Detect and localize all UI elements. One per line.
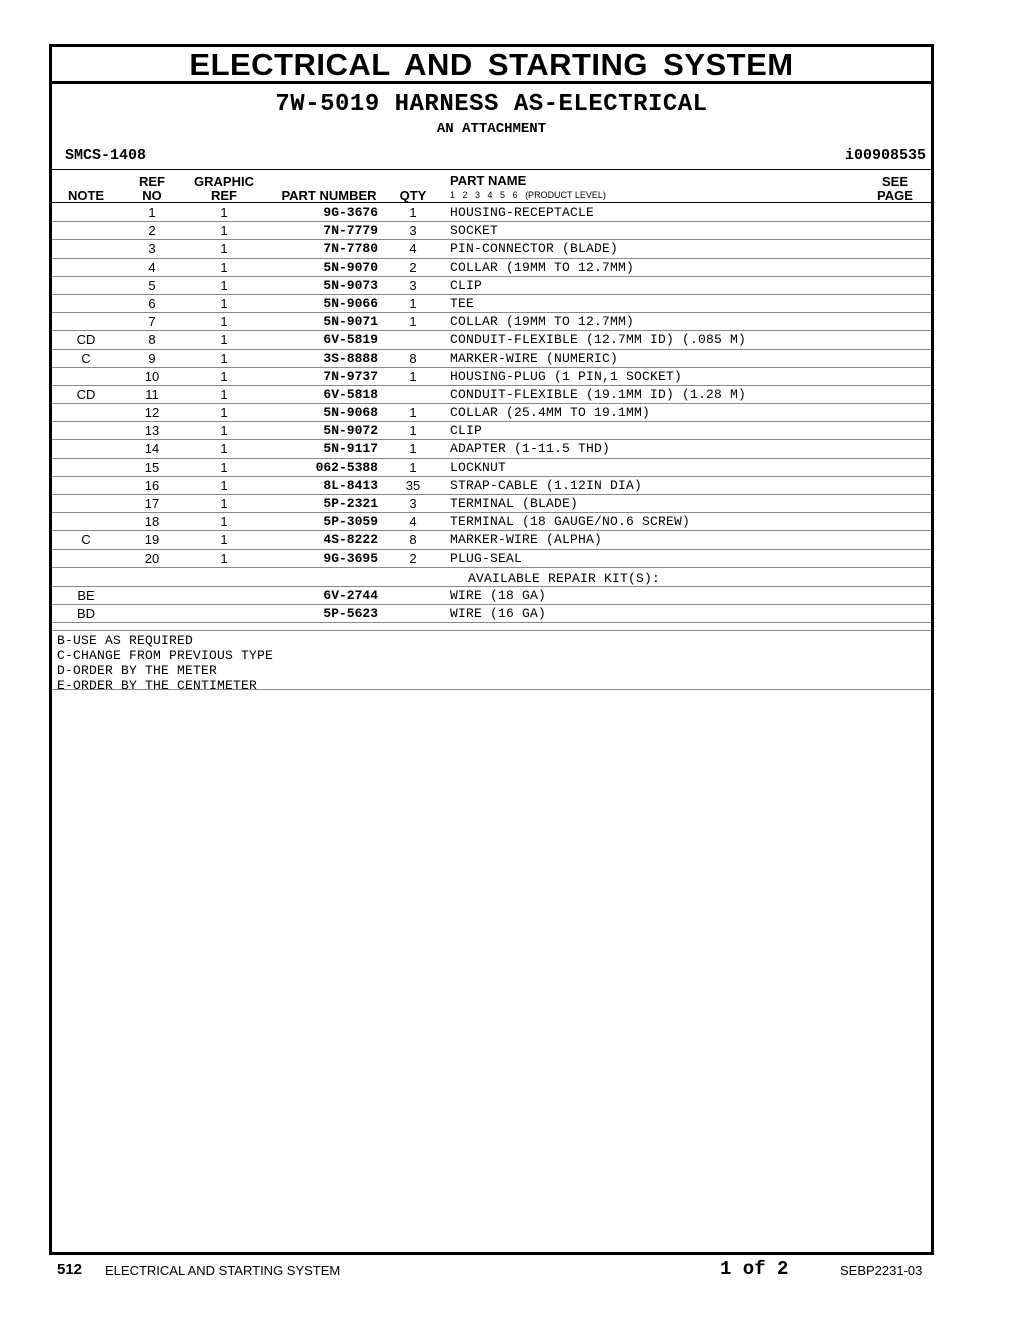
table-row: [52, 477, 931, 495]
footer-page-of: 1 of 2: [720, 1258, 789, 1280]
table-row: [52, 531, 931, 549]
ref-no-cell: 1: [148, 205, 156, 220]
graphic-ref-cell: 1: [220, 386, 228, 402]
parts-table: [52, 204, 931, 623]
table-row: [52, 259, 931, 277]
graphic-ref-cell: 1: [220, 477, 228, 493]
qty-cell: 1: [409, 423, 417, 439]
graphic-ref-cell: 1: [220, 259, 228, 275]
graphic-ref-cell: 1: [220, 314, 228, 330]
ref-no-cell: 13: [144, 423, 160, 439]
ref-no-cell: 14: [144, 441, 160, 457]
part-name-cell: SOCKET: [450, 223, 499, 239]
col-ref-header: [132, 175, 172, 203]
qty-cell: 2: [409, 259, 417, 275]
footer-section: ELECTRICAL AND STARTING SYSTEM: [105, 1263, 341, 1278]
col-graphic-ref-header-line2: REF: [211, 188, 237, 203]
qty-cell: 1: [409, 314, 417, 330]
part-number-cell: 5N-9068: [323, 405, 378, 421]
col-see-page-header-line2: PAGE: [877, 188, 913, 203]
part-number-cell: 5P-3059: [323, 514, 378, 530]
table-row: [52, 331, 931, 349]
col-graphic-ref-header-line1: GRAPHIC: [194, 174, 254, 189]
col-ref-header-line2: NO: [142, 188, 162, 203]
part-number-cell: 9G-3695: [323, 550, 378, 566]
graphic-ref-cell: 1: [220, 277, 228, 293]
ref-no-cell: 20: [144, 550, 160, 566]
parts-page-frame: [49, 44, 934, 1255]
part-name-cell: ADAPTER (1-11.5 THD): [450, 441, 611, 457]
part-number-cell: 7N-7779: [323, 223, 378, 239]
col-see-page-header: [872, 175, 918, 203]
part-number-cell: 5P-2321: [323, 496, 378, 511]
part-name-cell: CLIP: [450, 277, 483, 293]
ref-no-cell: 15: [144, 459, 160, 475]
part-number-cell: 9G-3676: [323, 205, 378, 220]
note-line: D-ORDER BY THE METER: [57, 663, 218, 678]
product-levels: [450, 190, 606, 200]
part-number-cell: 5N-9070: [323, 259, 378, 275]
part-number-cell: 6V-5818: [323, 386, 378, 402]
table-row: [52, 550, 931, 568]
header-divider: [52, 169, 931, 170]
part-number-cell: 5P-5623: [323, 605, 378, 621]
table-row: [52, 277, 931, 295]
note-cell: CD: [76, 386, 96, 402]
qty-cell: 1: [409, 295, 417, 311]
group-title: 7W-5019 HARNESS AS-ELECTRICAL: [275, 91, 708, 118]
graphic-ref-cell: 1: [220, 514, 228, 530]
qty-cell: 3: [409, 277, 417, 293]
part-name-cell: TERMINAL (BLADE): [450, 496, 579, 511]
part-name-cell: HOUSING-RECEPTACLE: [450, 205, 595, 220]
note-line: E-ORDER BY THE CENTIMETER: [57, 678, 258, 693]
ref-no-cell: 3: [148, 241, 156, 257]
graphic-ref-cell: 1: [220, 223, 228, 239]
part-number-cell: 3S-8888: [323, 350, 378, 366]
graphic-ref-cell: 1: [220, 350, 228, 366]
part-number-cell: 6V-2744: [323, 587, 378, 603]
part-number-cell: 062-5388: [315, 459, 378, 475]
part-name-cell: CONDUIT-FLEXIBLE (12.7MM ID) (.085 M): [450, 332, 747, 348]
table-row: [52, 368, 931, 386]
part-number-cell: 5N-9071: [323, 314, 378, 330]
graphic-ref-cell: 1: [220, 423, 228, 439]
ref-no-cell: 9: [148, 350, 156, 366]
qty-cell: 8: [409, 350, 417, 366]
repair-kit-row: [52, 605, 931, 623]
repair-kit-row: [52, 587, 931, 605]
note-line: B-USE AS REQUIRED: [57, 633, 194, 648]
table-row: [52, 295, 931, 313]
col-ref-header-line1: REF: [139, 174, 165, 189]
ref-no-cell: 6: [148, 295, 156, 311]
part-number-cell: 4S-8222: [323, 532, 378, 548]
product-level-label: (PRODUCT LEVEL): [525, 190, 606, 200]
part-name-cell: MARKER-WIRE (NUMERIC): [450, 350, 619, 366]
part-number-cell: 5N-9117: [323, 441, 378, 457]
col-qty-header: QTY: [399, 188, 427, 203]
ref-no-cell: 11: [145, 386, 159, 402]
note-cell: BD: [76, 605, 96, 621]
table-row: [52, 313, 931, 331]
col-graphic-ref-header: [190, 175, 258, 203]
table-row: [52, 386, 931, 404]
qty-cell: 1: [409, 441, 417, 457]
table-row: [52, 495, 931, 513]
part-name-cell: COLLAR (25.4MM TO 19.1MM): [450, 405, 651, 421]
graphic-ref-cell: 1: [220, 550, 228, 566]
graphic-ref-cell: 1: [220, 405, 228, 421]
graphic-ref-cell: 1: [220, 441, 228, 457]
part-number-cell: 7N-9737: [323, 368, 378, 384]
ref-no-cell: 12: [144, 405, 160, 421]
illustration-id: i00908535: [844, 147, 926, 164]
note-cell: BE: [77, 587, 95, 603]
part-name-cell: STRAP-CABLE (1.12IN DIA): [450, 477, 643, 493]
qty-cell: 1: [409, 205, 417, 220]
part-name-cell: TEE: [450, 295, 475, 311]
note-line: C-CHANGE FROM PREVIOUS TYPE: [57, 648, 274, 663]
part-number-cell: 5N-9073: [323, 277, 378, 293]
part-number-cell: 7N-7780: [323, 241, 378, 257]
part-name-cell: WIRE (16 GA): [450, 605, 547, 621]
table-row: [52, 350, 931, 368]
footer-doc-id: SEBP2231-03: [840, 1263, 923, 1278]
part-name-cell: PLUG-SEAL: [450, 550, 523, 566]
ref-no-cell: 8: [148, 332, 156, 348]
part-number-cell: 5N-9066: [323, 295, 378, 311]
graphic-ref-cell: 1: [220, 368, 228, 384]
qty-cell: 2: [409, 550, 417, 566]
table-row: [52, 513, 931, 531]
part-number-cell: 5N-9072: [323, 423, 378, 439]
part-number-cell: 6V-5819: [323, 332, 378, 348]
smcs-code: SMCS-1408: [65, 147, 147, 164]
qty-cell: 8: [409, 532, 417, 548]
graphic-ref-cell: 1: [220, 295, 228, 311]
graphic-ref-cell: 1: [220, 459, 228, 475]
qty-cell: 3: [409, 496, 417, 511]
table-row: [52, 440, 931, 458]
graphic-ref-cell: 1: [220, 496, 228, 511]
qty-cell: 1: [409, 459, 417, 475]
graphic-ref-cell: 1: [220, 241, 228, 257]
ref-no-cell: 5: [148, 277, 156, 293]
part-name-cell: HOUSING-PLUG (1 PIN,1 SOCKET): [450, 368, 683, 384]
notes-legend: [52, 630, 931, 693]
qty-cell: 4: [409, 241, 417, 257]
ref-no-cell: 19: [144, 532, 160, 548]
footer-page-number: 512: [57, 1261, 83, 1278]
part-number-cell: 8L-8413: [323, 477, 378, 493]
table-row: [52, 422, 931, 440]
part-name-cell: WIRE (18 GA): [450, 587, 547, 603]
qty-cell: 1: [409, 405, 417, 421]
qty-cell: 4: [409, 514, 417, 530]
graphic-ref-cell: 1: [220, 205, 228, 220]
table-row: [52, 204, 931, 222]
ref-no-cell: 10: [144, 368, 160, 384]
col-see-page-header-line1: SEE: [881, 174, 908, 189]
part-name-cell: COLLAR (19MM TO 12.7MM): [450, 314, 635, 330]
graphic-ref-cell: 1: [220, 332, 228, 348]
ref-no-cell: 4: [148, 259, 156, 275]
part-name-cell: CLIP: [450, 423, 483, 439]
table-row: [52, 222, 931, 240]
col-note-header: NOTE: [67, 188, 105, 203]
qty-cell: 35: [405, 477, 421, 493]
page-title: ELECTRICAL AND STARTING SYSTEM: [52, 47, 931, 84]
repair-kit-heading-row: [52, 568, 931, 587]
ref-no-cell: 7: [148, 314, 156, 330]
ref-no-cell: 2: [148, 223, 156, 239]
ref-no-cell: 16: [144, 477, 160, 493]
qty-cell: 1: [409, 368, 417, 384]
column-header-divider: [52, 202, 931, 203]
part-name-cell: COLLAR (19MM TO 12.7MM): [450, 259, 635, 275]
col-part-number-header: PART NUMBER: [281, 188, 377, 203]
graphic-ref-cell: 1: [220, 532, 228, 548]
part-name-cell: CONDUIT-FLEXIBLE (19.1MM ID) (1.28 M): [450, 386, 747, 402]
repair-kit-heading: AVAILABLE REPAIR KIT(S):: [468, 570, 661, 586]
note-cell: C: [81, 532, 91, 548]
col-part-name-header: PART NAME: [450, 173, 527, 188]
part-name-cell: PIN-CONNECTOR (BLADE): [450, 241, 619, 257]
note-cell: C: [81, 350, 91, 366]
ref-no-cell: 18: [144, 514, 160, 530]
qty-cell: 3: [409, 223, 417, 239]
note-cell: CD: [76, 332, 96, 348]
table-row: [52, 404, 931, 422]
ref-no-cell: 17: [144, 496, 160, 511]
part-name-cell: TERMINAL (18 GAUGE/NO.6 SCREW): [450, 514, 691, 530]
group-subtitle: AN ATTACHMENT: [436, 121, 547, 137]
table-row: [52, 459, 931, 477]
table-row: [52, 240, 931, 258]
product-level-numbers: 1 2 3 4 5 6: [450, 190, 518, 200]
part-name-cell: MARKER-WIRE (ALPHA): [450, 532, 603, 548]
part-name-cell: LOCKNUT: [450, 459, 507, 475]
